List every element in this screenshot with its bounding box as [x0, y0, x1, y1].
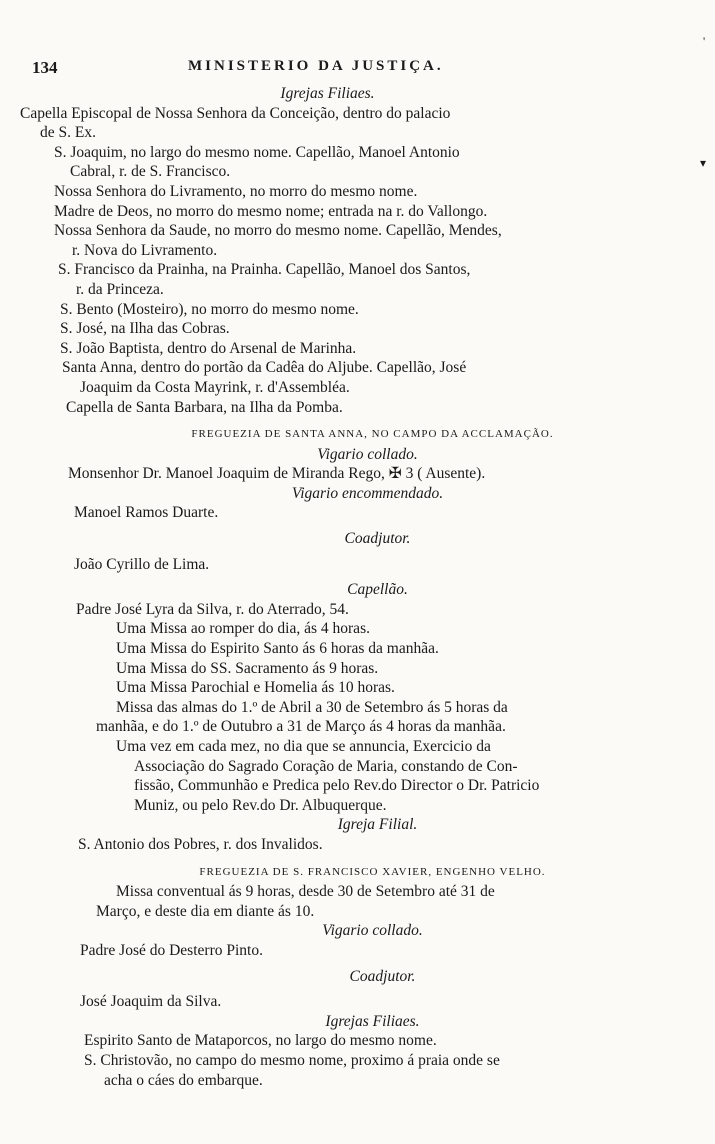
label-igrejas-filiaes: Igrejas Filiaes. — [325, 1012, 420, 1030]
running-title: MINISTERIO DA JUSTIÇA. — [188, 58, 444, 74]
text-line: Padre José Lyra da Silva, r. do Aterrado, 54. — [76, 600, 349, 618]
text-line: Cabral, r. de S. Francisco. — [70, 163, 231, 181]
text-line: Capella de Santa Barbara, na Ilha da Pomba. — [66, 398, 343, 416]
text-line: Muniz, ou pelo Rev.do Dr. Albuquerque. — [134, 796, 387, 814]
text-line: fissão, Communhão e Predica pelo Rev.do Director o Dr. Patricio — [134, 777, 540, 795]
page-header — [0, 58, 715, 82]
text-line: Espirito Santo de Mataporcos, no largo do mesmo nome. — [84, 1032, 437, 1050]
label-coadjutor: Coadjutor. — [344, 530, 411, 548]
text-line: Uma Missa do SS. Sacramento ás 9 horas. — [116, 659, 379, 677]
text-line: Nossa Senhora da Saude, no morro do mesmo nome. Capellão, Mendes, — [54, 222, 502, 240]
text-line: Missa das almas do 1.º de Abril a 30 de Setembro ás 5 horas da — [116, 698, 508, 716]
text-line: acha o cáes do embarque. — [104, 1071, 263, 1089]
text-line: S. João Baptista, dentro do Arsenal de Marinha. — [60, 339, 357, 357]
text-line: Madre de Deos, no morro do mesmo nome; entrada na r. do Vallongo. — [54, 202, 488, 220]
text-line: r. Nova do Livramento. — [72, 241, 218, 259]
text-line: Capella Episcopal de Nossa Senhora da Conceição, dentro do palacio — [20, 104, 451, 122]
label-vigario-encommendado: Vigario encommendado. — [291, 484, 444, 502]
text-line: de S. Ex. — [40, 124, 96, 142]
text-line: Manoel Ramos Duarte. — [74, 504, 219, 522]
text-line: Santa Anna, dentro do portão da Cadêa do Aljube. Capellão, José — [62, 359, 467, 377]
label-coadjutor: Coadjutor. — [349, 967, 416, 985]
text-line: João Cyrillo de Lima. — [74, 555, 210, 573]
label-vigario-collado: Vigario collado. — [317, 445, 418, 463]
text-line: S. Francisco da Prainha, na Prainha. Capellão, Manoel dos Santos, — [58, 261, 471, 279]
text-line: Março, e deste dia em diante ás 10. — [96, 902, 315, 920]
text-line: Uma Missa Parochial e Homelia ás 10 horas. — [116, 679, 395, 697]
text-line: José Joaquim da Silva. — [80, 993, 222, 1011]
text-line: S. Christovão, no campo do mesmo nome, proximo á praia onde se — [84, 1051, 500, 1069]
text-line: Joaquim da Costa Mayrink, r. d'Assembléa. — [80, 378, 350, 396]
margin-mark-top: ' — [703, 34, 706, 48]
text-line: Associação do Sagrado Coração de Maria, constando de Con- — [134, 757, 518, 775]
text-line: Monsenhor Dr. Manoel Joaquim de Miranda Rego, ✠ 3 ( Ausente). — [68, 465, 486, 483]
text-line: Uma vez em cada mez, no dia que se annuncia, Exercicio da — [116, 738, 491, 755]
label-vigario-collado: Vigario collado. — [322, 922, 423, 940]
text-line: S. Joaquim, no largo do mesmo nome. Capellão, Manoel Antonio — [54, 143, 460, 161]
text-line: r. da Princeza. — [76, 280, 164, 298]
text-line: S. José, na Ilha das Cobras. — [60, 320, 230, 338]
label-igreja-filial: Igreja Filial. — [337, 816, 418, 834]
label-capellao: Capellão. — [347, 581, 408, 599]
page-body — [0, 84, 715, 1090]
text-line: S. Bento (Mosteiro), no morro do mesmo nome. — [60, 300, 359, 318]
text-line: S. Antonio dos Pobres, r. dos Invalidos. — [78, 835, 323, 853]
text-line: Uma Missa ao romper do dia, ás 4 horas. — [116, 620, 370, 638]
text-line: Padre José do Desterro Pinto. — [80, 941, 263, 959]
page-number: 134 — [32, 58, 58, 77]
text-line: Missa conventual ás 9 horas, desde 30 de Setembro até 31 de — [116, 883, 495, 901]
text-line: Uma Missa do Espirito Santo ás 6 horas da manhãa. — [116, 640, 439, 658]
section-heading-igrejas-filiaes: Igrejas Filiaes. — [280, 85, 375, 102]
margin-mark-right: ▾ — [700, 156, 707, 170]
text-line: Nossa Senhora do Livramento, no morro do mesmo nome. — [54, 182, 418, 200]
text-line: manhãa, e do 1.º de Outubro a 31 de Março ás 4 horas da manhãa. — [96, 718, 506, 736]
parish-title-sao-francisco-xavier: FREGUEZIA DE S. FRANCISCO XAVIER, ENGENHO VELHO. — [199, 865, 546, 878]
parish-title-santa-anna: FREGUEZIA DE SANTA ANNA, NO CAMPO DA ACCLAMAÇÃO. — [191, 428, 554, 441]
